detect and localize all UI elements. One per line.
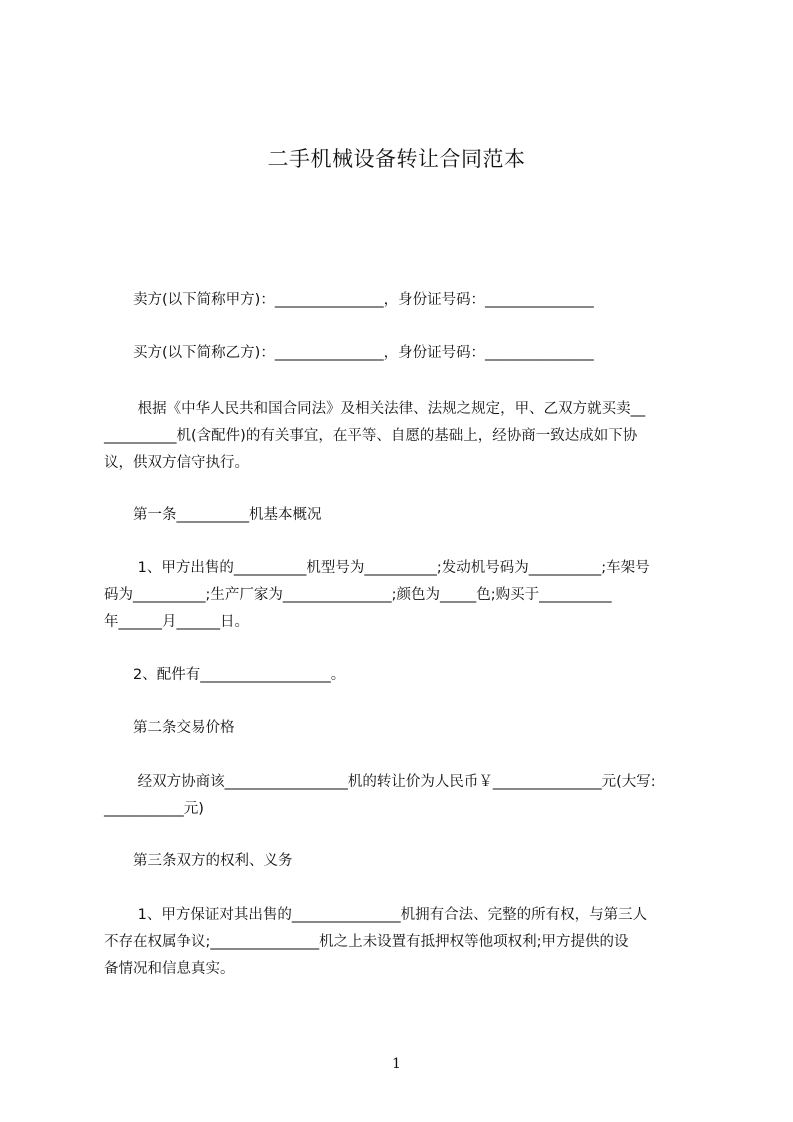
article-1-item-1-line-2: 码为__________;生产厂家为_______________;颜色为_____色;购买于__________	[104, 587, 612, 603]
article-1-item-1-line-1: 1、甲方出售的__________机型号为__________;发动机号码为__________;车架号	[104, 560, 650, 576]
article-3-item-1-line-3: 备情况和信息真实。	[104, 961, 235, 977]
seller-line: 卖方(以下简称甲方)：_______________，身份证号码：_______________	[104, 292, 594, 308]
page-number: 1	[392, 1056, 401, 1072]
document-title: 二手机械设备转让合同范本	[267, 147, 526, 171]
preamble-line-2: __________机(含配件)的有关事宜，在平等、自愿的基础上，经协商一致达成如下协	[104, 428, 638, 444]
article-2-heading: 第二条交易价格	[104, 720, 235, 736]
preamble-line-3: 议，供双方信守执行。	[104, 455, 249, 471]
article-1-heading: 第一条__________机基本概况	[104, 507, 322, 523]
article-3-heading: 第三条双方的权利、义务	[104, 853, 293, 869]
article-2-line-1: 经双方协商该_________________机的转让价为人民币￥_______________元(大写:	[104, 774, 656, 790]
article-1-item-2: 2、配件有__________________。	[104, 667, 346, 683]
preamble-line-1: 根据《中华人民共和国合同法》及相关法律、法规之规定，甲、乙双方就买卖__	[104, 401, 646, 417]
article-3-item-1-line-1: 1、甲方保证对其出售的_______________机拥有合法、完整的所有权，与第三人	[104, 907, 648, 923]
article-2-line-2: ___________元)	[104, 801, 204, 817]
buyer-line: 买方(以下简称乙方)：_______________，身份证号码：_______________	[104, 345, 594, 361]
article-1-item-1-line-3: 年______月______日。	[104, 614, 249, 630]
article-3-item-1-line-2: 不存在权属争议;_______________机之上未设置有抵押权等他项权利;甲方提供的设	[104, 934, 629, 950]
